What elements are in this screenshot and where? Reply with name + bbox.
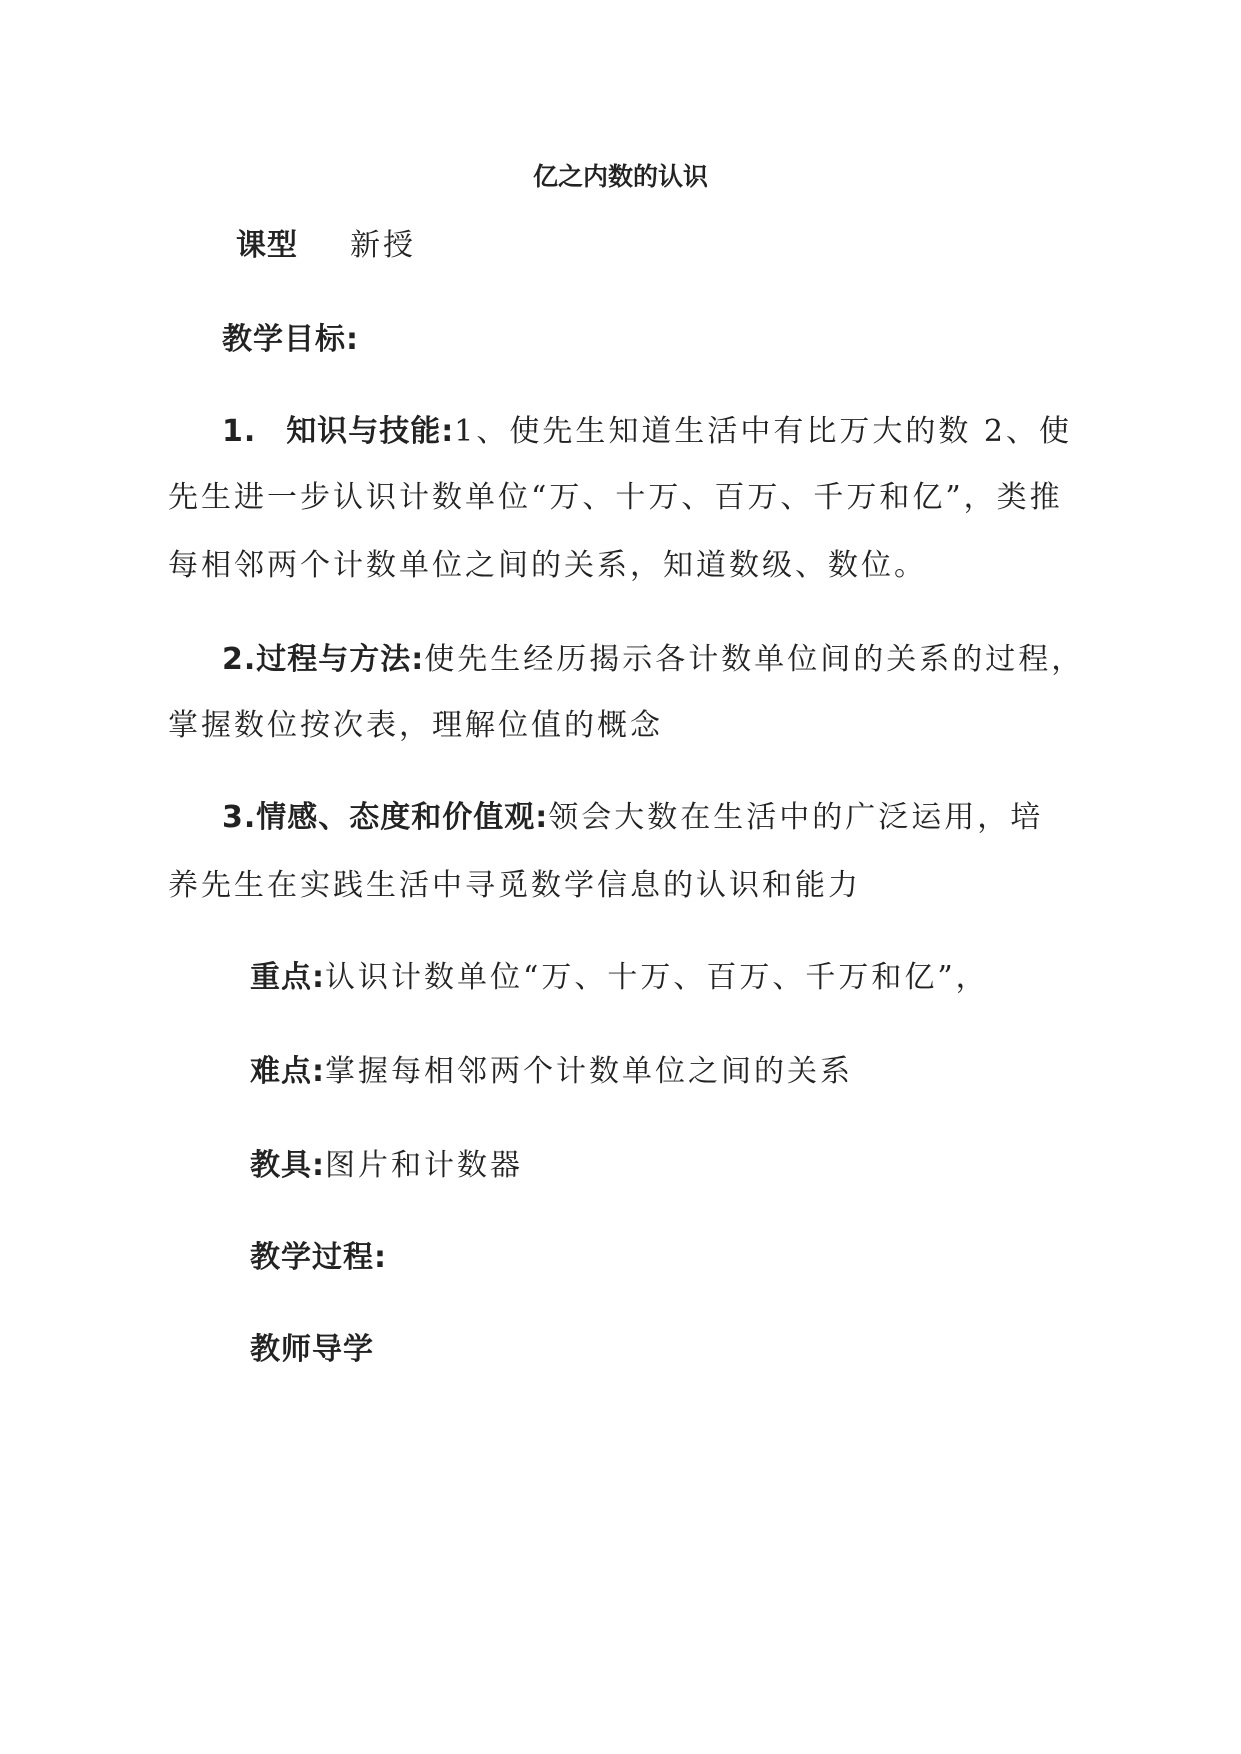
objective-2-text: 使先生经历揭示各计数单位间的关系的过程， (424, 642, 1085, 677)
objective-1-line-2: 先生进一步认识计数单位“万、十万、百万、千万和亿”，类推 (168, 480, 1063, 515)
objective-1-text: 1、使先生知道生活中有比万大的数 2、使 (454, 414, 1072, 449)
course-type-row (236, 226, 416, 266)
course-type-label: 课型 (236, 228, 298, 263)
key-point-label: 重点: (250, 960, 325, 995)
teacher-guide-heading: 教师导学 (250, 1332, 374, 1367)
teaching-tools-row (250, 1146, 523, 1186)
objective-1-line-1 (222, 412, 1072, 452)
objective-3-line-1 (222, 798, 1043, 838)
teaching-tools-text: 图片和计数器 (325, 1148, 523, 1183)
key-point-row (250, 958, 989, 998)
objective-1-line-3: 每相邻两个计数单位之间的关系，知道数级、数位。 (168, 548, 927, 583)
objective-3-text: 领会大数在生活中的广泛运用，培 (548, 800, 1044, 835)
teaching-tools-label: 教具: (250, 1148, 325, 1183)
objective-2-line-1 (222, 640, 1084, 680)
difficulty-row (250, 1052, 853, 1092)
teaching-process-heading: 教学过程: (250, 1240, 387, 1275)
difficulty-label: 难点: (250, 1054, 325, 1089)
objective-2-line-2: 掌握数位按次表，理解位值的概念 (168, 708, 663, 743)
objectives-heading: 教学目标: (222, 322, 359, 357)
key-point-text: 认识计数单位“万、十万、百万、千万和亿”， (325, 960, 989, 995)
document-title: 亿之内数的认识 (532, 162, 708, 191)
objective-1-number: 1. (222, 414, 257, 449)
objective-2-label: 2.过程与方法: (222, 642, 425, 677)
objective-3-line-2: 养先生在实践生活中寻觅数学信息的认识和能力 (168, 868, 861, 903)
difficulty-text: 掌握每相邻两个计数单位之间的关系 (325, 1054, 853, 1089)
course-type-value: 新授 (350, 228, 416, 263)
objective-3-label: 3.情感、态度和价值观: (222, 800, 549, 835)
objective-1-label: 知识与技能: (286, 414, 455, 449)
